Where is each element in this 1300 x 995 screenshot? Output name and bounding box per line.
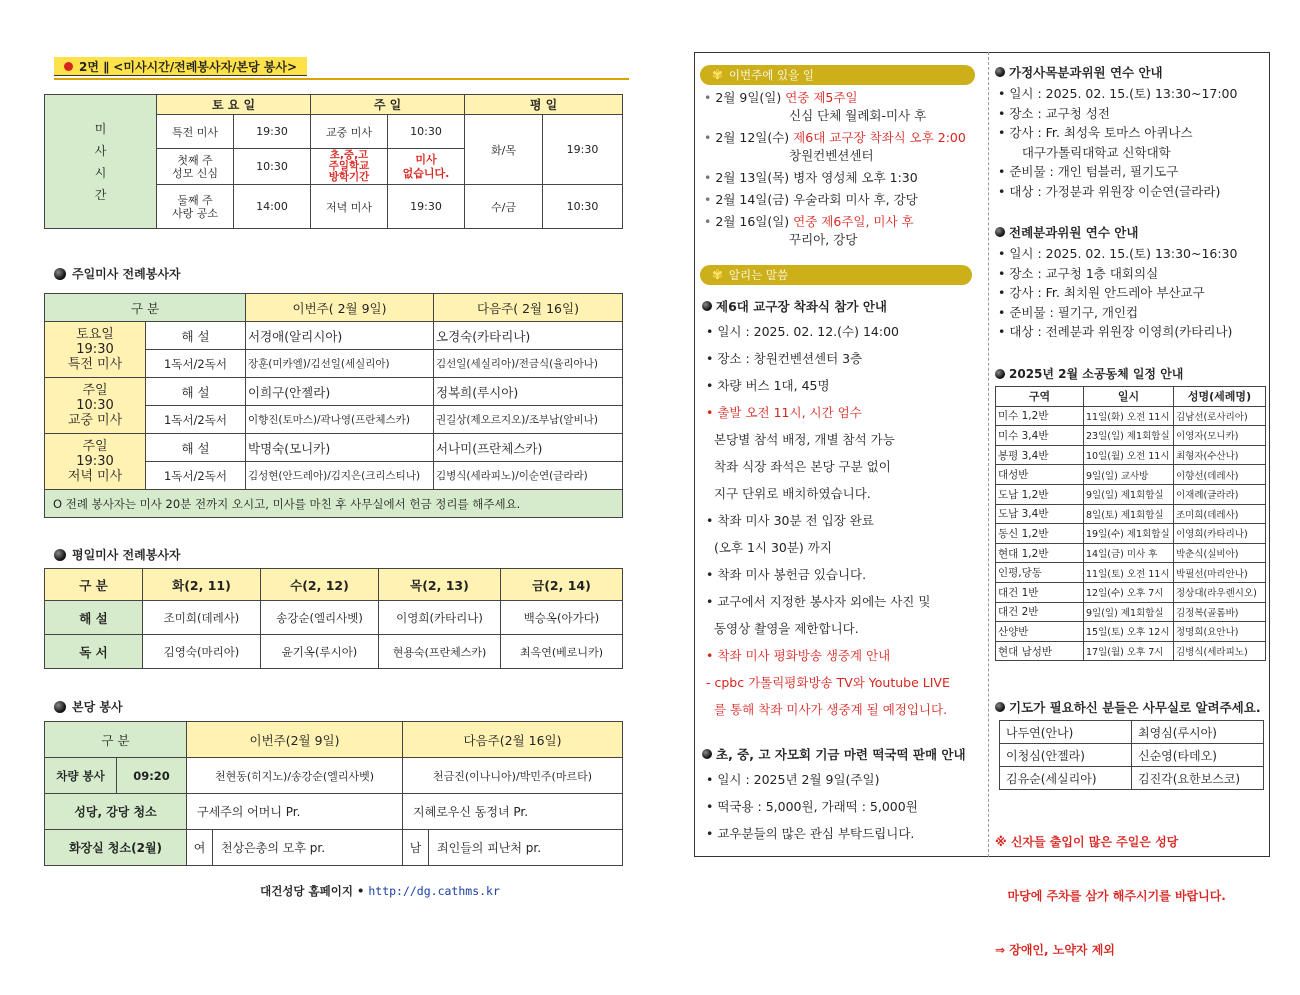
- prayer-name: 김유순(세실리아): [1000, 767, 1132, 790]
- next-week-name: 정복희(루시아): [434, 378, 623, 406]
- family-training-details: [998, 84, 1266, 202]
- event-continuation: 신심 단체 월례회-미사 후: [789, 108, 927, 123]
- mass-time: 19:30: [543, 115, 623, 185]
- district: 현대 1,2반: [996, 543, 1084, 563]
- bullet-icon: [995, 369, 1005, 379]
- detail-line: 동영상 촬영을 제한합니다.: [706, 621, 859, 636]
- role: 해 설: [146, 434, 246, 462]
- rice-cake-details: [706, 766, 986, 847]
- this-week-list: [704, 89, 984, 249]
- detail-line: 본당별 참석 배정, 개별 참석 가능: [706, 432, 895, 447]
- this-week-name: 이희구(안젤라): [246, 378, 434, 406]
- bullet-icon: [702, 749, 712, 759]
- table-row: [996, 602, 1266, 622]
- mass-name: 교중 미사: [311, 115, 388, 149]
- lector-note: O 전례 봉사자는 미사 20분 전까지 오시고, 미사를 마친 후 사무실에서 헌금 정리를 해주세요.: [45, 490, 623, 518]
- service-label: 성당, 강당 청소: [45, 794, 187, 830]
- col-head: 구 분: [45, 294, 246, 322]
- event-item: • 2월 14일(금) 우술라회 미사 후, 강당: [704, 192, 918, 207]
- column-divider: [988, 52, 989, 857]
- bullet-icon: [64, 62, 73, 71]
- district: 미수 1,2반: [996, 406, 1084, 426]
- leader-name: 최형자(수산나): [1174, 445, 1266, 465]
- parking-line: ※ 신자들 출입이 많은 주일은 성당: [995, 835, 1179, 849]
- sunday-lectors-table: [44, 293, 623, 518]
- mass-label: 주일 19:30 저녁 미사: [45, 434, 146, 490]
- leader-name: 이재례(글라라): [1174, 484, 1266, 504]
- next-week-name: 죄인들의 피난처 pr.: [429, 830, 623, 866]
- schedule-time: 9일(일) 교사방: [1084, 465, 1174, 485]
- flower-icon: ✾: [712, 67, 723, 83]
- lector-name: 최옥연(베로니카): [501, 635, 623, 669]
- event-item: • 2월 13일(목) 병자 영성체 오후 1:30: [704, 170, 918, 185]
- weekday-lectors-heading: 평일미사 전례봉사자: [54, 546, 181, 563]
- mass-side-label: 미 사 시 간: [45, 95, 157, 229]
- bullet-icon: [54, 549, 66, 561]
- col-head: 수(2, 12): [261, 569, 379, 601]
- table-row: [996, 445, 1266, 465]
- this-week-name: 김성현(안드레아)/김지은(크리스티나): [246, 462, 434, 490]
- service-time: 09:20: [117, 758, 187, 794]
- lector-name: 송강순(엘리사벳): [261, 601, 379, 635]
- prayer-table: [999, 720, 1264, 790]
- bullet-icon: [995, 67, 1005, 77]
- installation-heading: 제6대 교구장 착좌식 참가 안내: [702, 297, 887, 315]
- schedule-time: 10일(월) 오전 11시: [1084, 445, 1174, 465]
- leader-name: 이향선(데레사): [1174, 465, 1266, 485]
- parking-line: 마당에 주차를 삼가 해주시기를 바랍니다.: [995, 889, 1226, 903]
- detail-line: • 일시 : 2025. 02. 15.(토) 13:30~16:30: [998, 246, 1238, 261]
- this-week-name: 박명숙(모니카): [246, 434, 434, 462]
- prayer-name: 신순영(타데오): [1132, 744, 1264, 767]
- district: 산양반: [996, 622, 1084, 642]
- leader-name: 박필선(마리안나): [1174, 563, 1266, 583]
- mass-label: 토요일 19:30 특전 미사: [45, 322, 146, 378]
- detail-line: • 강사 : Fr. 최성욱 토마스 아퀴나스: [998, 125, 1193, 141]
- sunday-lectors-heading: 주일미사 전례봉사자: [54, 265, 181, 282]
- detail-line: • 장소 : 창원컨벤션센터 3층: [706, 351, 863, 366]
- event-item: • 2월 16일(일) 연중 제6주일, 미사 후: [704, 214, 914, 229]
- next-week-name: 권길상(제오르지오)/조부남(알비나): [434, 406, 623, 434]
- detail-line: • 준비물 : 필기구, 개인컵: [998, 304, 1139, 320]
- lector-name: 윤기옥(루시아): [261, 635, 379, 669]
- col-head: 다음주(2월 16일): [403, 722, 623, 758]
- event-item: • 2월 9일(일) 연중 제5주일: [704, 90, 858, 105]
- leader-name: 정상대(라우렌시오): [1174, 582, 1266, 602]
- table-row: [996, 524, 1266, 544]
- detail-line: • 일시 : 2025. 02. 15.(토) 13:30~17:00: [998, 86, 1238, 101]
- role: 해 설: [146, 322, 246, 350]
- lector-name: 조미희(데레사): [143, 601, 261, 635]
- this-week-name: 서경애(알리시아): [246, 322, 434, 350]
- cell-schedule-heading: 2025년 2월 소공동체 일정 안내: [995, 365, 1183, 382]
- header-underline: [54, 78, 629, 80]
- bullet-icon: [995, 227, 1005, 237]
- table-row: [996, 484, 1266, 504]
- mass-time: 미사 없습니다.: [388, 149, 465, 185]
- detail-line: • 착좌 미사 평화방송 생중계 안내: [706, 648, 891, 663]
- district: 대건 1반: [996, 582, 1084, 602]
- col-head: 이번주(2월 9일): [187, 722, 403, 758]
- district: 현대 남성반: [996, 641, 1084, 661]
- district: 인평,당동: [996, 563, 1084, 583]
- group-weekday: 평 일: [465, 95, 623, 115]
- this-week-name: 이향진(토마스)/곽나영(프란체스카): [246, 406, 434, 434]
- detail-line: 착좌 식장 좌석은 본당 구분 없이: [706, 459, 891, 474]
- lector-name: 백승옥(아가다): [501, 601, 623, 635]
- detail-line: - cpbc 가톨릭평화방송 TV와 Youtube LIVE: [706, 675, 950, 690]
- parish-service-heading: 본당 봉사: [54, 698, 123, 715]
- homepage-link[interactable]: http://dg.cathms.kr: [368, 884, 500, 898]
- role: 1독서/2독서: [146, 462, 246, 490]
- service-label: 화장실 청소(2월): [45, 830, 187, 866]
- detail-line: (오후 1시 30분) 까지: [706, 540, 832, 555]
- schedule-time: 11일(토) 오전 11시: [1084, 563, 1174, 583]
- lector-name: 현용숙(프란체스카): [379, 635, 501, 669]
- detail-line: • 장소 : 교구청 성전: [998, 105, 1111, 121]
- detail-line: • 강사 : Fr. 최치원 안드레아 부산교구: [998, 285, 1205, 301]
- mass-time: 10:30: [543, 185, 623, 229]
- next-week-name: 지혜로우신 동정녀 Pr.: [403, 794, 623, 830]
- mass-name: 저녁 미사: [311, 185, 388, 229]
- event-continuation: 꾸리아, 강당: [789, 232, 858, 247]
- col-head: 구 분: [45, 569, 143, 601]
- table-row: [996, 563, 1266, 583]
- parish-service-table: [44, 721, 623, 866]
- weekday-lectors-table: [44, 568, 623, 669]
- schedule-time: 14일(금) 미사 후: [1084, 543, 1174, 563]
- table-row: [996, 426, 1266, 446]
- section-header: [54, 57, 307, 76]
- gender-label: 남: [403, 830, 429, 866]
- detail-line: • 떡국용 : 5,000원, 가래떡 : 5,000원: [706, 799, 918, 814]
- event-item: • 2월 12일(수) 제6대 교구장 착좌식 오후 2:00: [704, 130, 966, 145]
- schedule-time: 11일(화) 오전 11시: [1084, 406, 1174, 426]
- schedule-time: 23일(일) 제1회합실: [1084, 426, 1174, 446]
- table-row: [996, 582, 1266, 602]
- col-head: 성명(세례명): [1174, 387, 1266, 407]
- leader-name: 이영희(카타리나): [1174, 524, 1266, 544]
- table-row: [996, 465, 1266, 485]
- rice-cake-heading: 초, 중, 고 자모회 기금 마련 떡국떡 판매 안내: [702, 745, 966, 763]
- leader-name: 김정복(골롬바): [1174, 602, 1266, 622]
- prayer-heading: 기도가 필요하신 분들은 사무실로 알려주세요.: [995, 698, 1261, 716]
- detail-line: • 준비물 : 개인 텀블러, 필기도구: [998, 164, 1179, 180]
- parking-line: ⇒ 장애인, 노약자 제외: [995, 943, 1115, 957]
- detail-line: • 출발 오전 11시, 시간 엄수: [706, 405, 862, 420]
- mass-times-table: [44, 94, 623, 229]
- this-week-name: 천현동(히지노)/송강순(엘리사벳): [187, 758, 403, 794]
- bullet-icon: [995, 702, 1005, 712]
- mass-name: 화/목: [465, 115, 543, 185]
- liturgy-training-details: [998, 244, 1266, 342]
- mass-time: 14:00: [234, 185, 311, 229]
- role: 해 설: [146, 378, 246, 406]
- mass-time: 19:30: [388, 185, 465, 229]
- district: 봉평 3,4반: [996, 445, 1084, 465]
- col-head: 이번주( 2월 9일): [246, 294, 434, 322]
- role: 1독서/2독서: [146, 350, 246, 378]
- leader-name: 이영자(모니카): [1174, 426, 1266, 446]
- mass-name: 둘째 주 사랑 공소: [157, 185, 234, 229]
- schedule-time: 15일(토) 오후 12시: [1084, 622, 1174, 642]
- detail-line: • 교우분들의 많은 관심 부탁드립니다.: [706, 826, 915, 841]
- header-title: 2면 ∥ <미사시간/전례봉사자/본당 봉사>: [79, 59, 298, 74]
- parking-notice: [995, 797, 1226, 995]
- group-sun: 주 일: [311, 95, 465, 115]
- prayer-name: 김진각(요한보스코): [1132, 767, 1264, 790]
- schedule-time: 8일(토) 제1회합실: [1084, 504, 1174, 524]
- col-head: 금(2, 14): [501, 569, 623, 601]
- col-head: 일시: [1084, 387, 1174, 407]
- detail-line: • 대상 : 가정분과 위원장 이순연(글라라): [998, 183, 1221, 199]
- table-row: [996, 543, 1266, 563]
- notice-pill: ✾ 알리는 말씀: [700, 265, 972, 285]
- cell-schedule-table: [995, 386, 1266, 661]
- detail-line: • 교구에서 지정한 봉사자 외에는 사진 및: [706, 594, 931, 609]
- col-head: 다음주( 2월 16일): [434, 294, 623, 322]
- detail-line: • 장소 : 교구청 1층 대회의실: [998, 265, 1159, 281]
- district: 대건 2반: [996, 602, 1084, 622]
- mass-name: 특전 미사: [157, 115, 234, 149]
- next-week-name: 오경숙(카타리나): [434, 322, 623, 350]
- this-week-name: 천상은총의 모후 pr.: [213, 830, 403, 866]
- mass-time: 10:30: [388, 115, 465, 149]
- col-head: 목(2, 13): [379, 569, 501, 601]
- mass-time: 19:30: [234, 115, 311, 149]
- this-week-name: 장훈(미카엘)/김선일(세실리아): [246, 350, 434, 378]
- district: 도남 1,2반: [996, 484, 1084, 504]
- table-row: [996, 641, 1266, 661]
- mass-time: 10:30: [234, 149, 311, 185]
- table-row: [996, 406, 1266, 426]
- detail-line: • 차량 버스 1대, 45명: [706, 378, 830, 393]
- leader-name: 조미희(데레사): [1174, 504, 1266, 524]
- installation-details: [706, 318, 986, 723]
- next-week-name: 천금진(이나니아)/박민주(마르타): [403, 758, 623, 794]
- detail-line: 를 통해 착좌 미사가 생중계 될 예정입니다.: [706, 702, 948, 717]
- col-head: 화(2, 11): [143, 569, 261, 601]
- mass-label: 주일 10:30 교중 미사: [45, 378, 146, 434]
- next-week-name: 김선일(세실리아)/전금식(율리아나): [434, 350, 623, 378]
- schedule-time: 19일(수) 제1회합실: [1084, 524, 1174, 544]
- footer-label: 대건성당 홈페이지 •: [260, 884, 365, 898]
- detail-line: • 대상 : 전례분과 위원장 이영희(카타리나): [998, 324, 1233, 340]
- next-week-name: 김병식(세라피노)/이순연(글라라): [434, 462, 623, 490]
- detail-line: 지구 단위로 배치하였습니다.: [706, 486, 871, 501]
- schedule-time: 12일(수) 오후 7시: [1084, 582, 1174, 602]
- mass-name: 첫째 주 성모 신심: [157, 149, 234, 185]
- detail-line: • 착좌 미사 봉헌금 있습니다.: [706, 567, 867, 582]
- leader-name: 박춘식(실비아): [1174, 543, 1266, 563]
- table-row: [996, 622, 1266, 642]
- detail-line: • 착좌 미사 30분 전 입장 완료: [706, 513, 874, 528]
- role: 1독서/2독서: [146, 406, 246, 434]
- detail-line: 대구가톨릭대학교 신학대학: [998, 144, 1171, 160]
- prayer-name: 최영심(루시아): [1132, 721, 1264, 744]
- role: 해 설: [45, 601, 143, 635]
- group-sat: 토 요 일: [157, 95, 311, 115]
- mass-name: 수/금: [465, 185, 543, 229]
- district: 미수 3,4반: [996, 426, 1084, 446]
- prayer-name: 나두연(안나): [1000, 721, 1132, 744]
- district: 도남 3,4반: [996, 504, 1084, 524]
- flower-icon: ✾: [712, 267, 723, 283]
- next-week-name: 서나미(프란체스카): [434, 434, 623, 462]
- district: 대성반: [996, 465, 1084, 485]
- leader-name: 김병식(세라피노): [1174, 641, 1266, 661]
- prayer-name: 이청심(안젤라): [1000, 744, 1132, 767]
- schedule-time: 9일(일) 제1회합실: [1084, 602, 1174, 622]
- family-training-heading: 가정사목분과위원 연수 안내: [995, 63, 1163, 81]
- mass-name: 초,중,고 주일학교 방학기간: [311, 149, 388, 185]
- lector-name: 이영희(카타리나): [379, 601, 501, 635]
- role: 독 서: [45, 635, 143, 669]
- liturgy-training-heading: 전례분과위원 연수 안내: [995, 223, 1138, 241]
- schedule-time: 9일(일) 제1회합실: [1084, 484, 1174, 504]
- bullet-icon: [54, 268, 66, 280]
- table-row: [996, 504, 1266, 524]
- col-head: 구 분: [45, 722, 187, 758]
- bullet-icon: [702, 301, 712, 311]
- detail-line: • 일시 : 2025년 2월 9일(주일): [706, 772, 880, 787]
- lector-name: 김영숙(마리아): [143, 635, 261, 669]
- event-continuation: 창원컨벤션센터: [789, 148, 874, 163]
- detail-line: • 일시 : 2025. 02. 12.(수) 14:00: [706, 324, 899, 339]
- district: 동신 1,2반: [996, 524, 1084, 544]
- leader-name: 정명희(요안나): [1174, 622, 1266, 642]
- col-head: 구역: [996, 387, 1084, 407]
- this-week-name: 구세주의 어머니 Pr.: [187, 794, 403, 830]
- leader-name: 김남선(로사리아): [1174, 406, 1266, 426]
- this-week-pill: ✾ 이번주에 있을 일: [700, 65, 975, 85]
- schedule-time: 17일(월) 오후 7시: [1084, 641, 1174, 661]
- footer: [0, 883, 760, 899]
- bullet-icon: [54, 701, 66, 713]
- service-label: 차량 봉사: [45, 758, 117, 794]
- gender-label: 여: [187, 830, 213, 866]
